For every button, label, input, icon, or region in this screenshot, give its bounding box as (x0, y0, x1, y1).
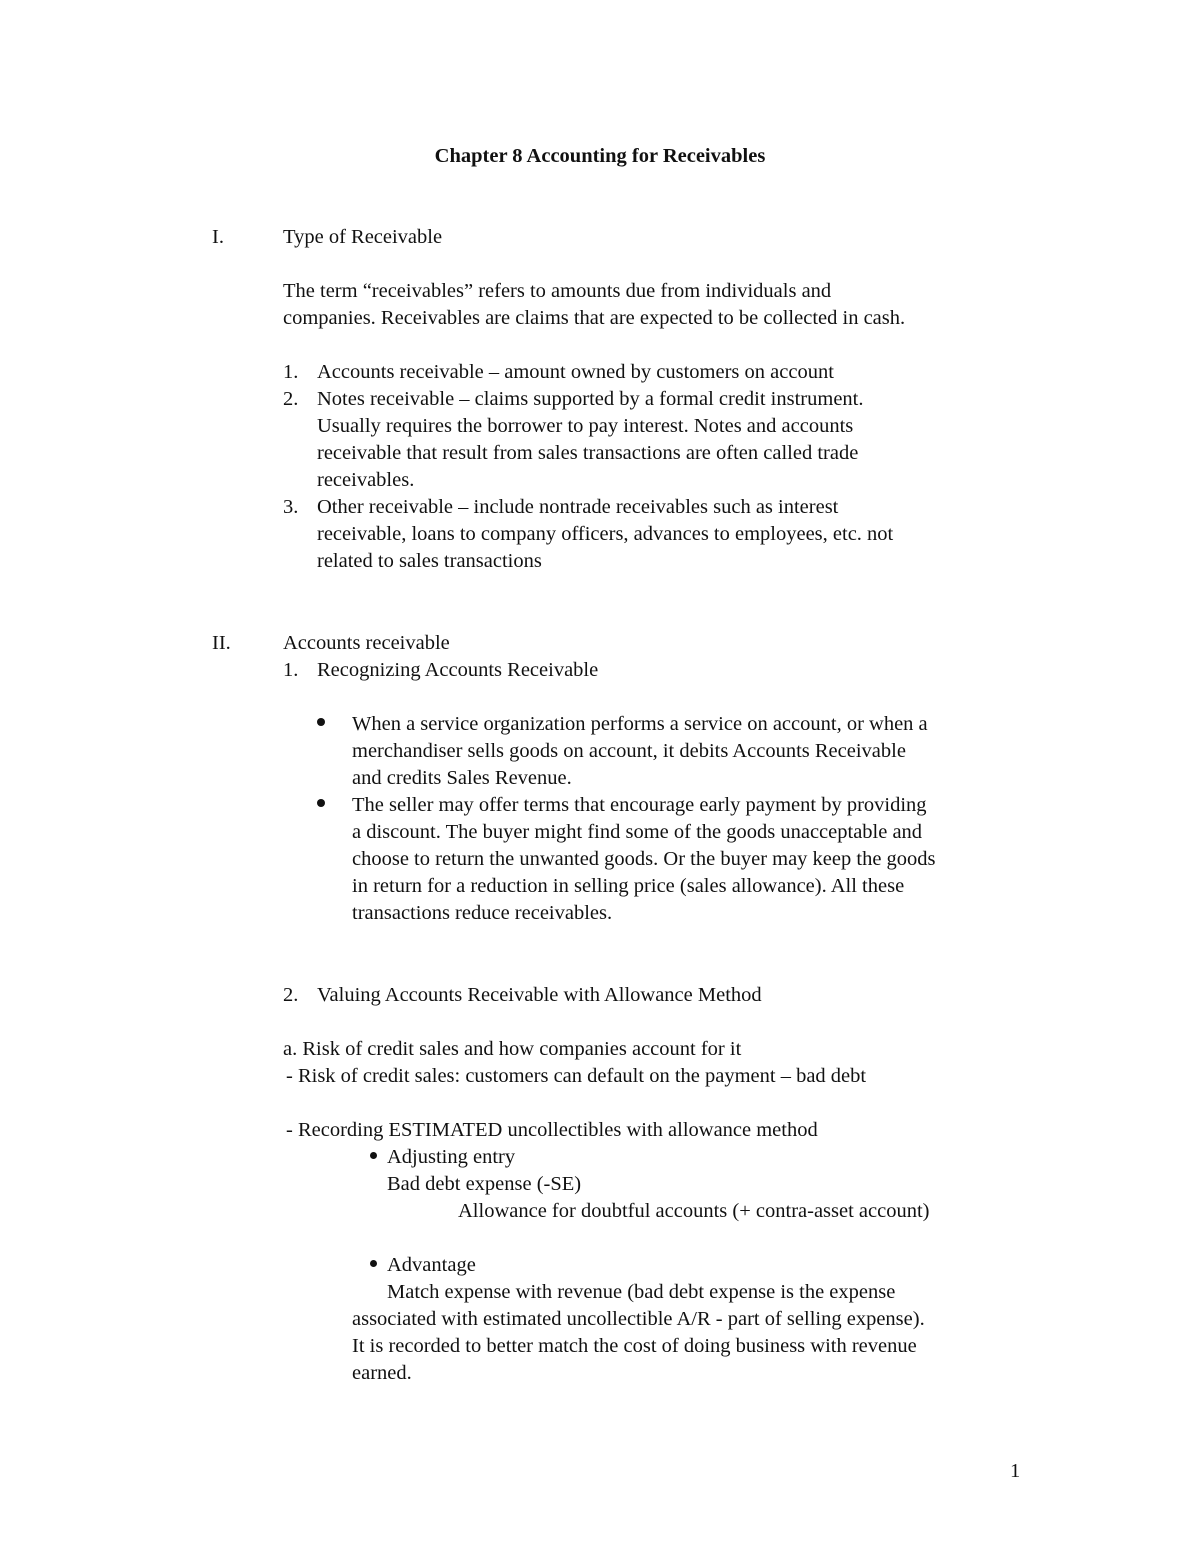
section-1-numeral: I. (212, 226, 224, 248)
page-title: Chapter 8 Accounting for Receivables (434, 145, 766, 167)
list-item-text: receivable, loans to company officers, advances to employees, etc. not (317, 523, 894, 545)
list-item-text: Notes receivable – claims supported by a formal credit instrument. (317, 388, 864, 410)
advantage-label: Advantage (387, 1254, 476, 1276)
bullet-icon (370, 1152, 377, 1159)
bullet-text: The seller may offer terms that encourage early payment by providing (352, 794, 927, 816)
bullet-icon (317, 799, 325, 807)
list-item-text: Accounts receivable – amount owned by customers on account (317, 361, 834, 383)
journal-credit-line: Allowance for doubtful accounts (+ contra-asset account) (458, 1200, 930, 1222)
subpoint-heading: a. Risk of credit sales and how companies account for it (283, 1038, 742, 1060)
advantage-text: It is recorded to better match the cost of doing business with revenue (352, 1335, 917, 1357)
bullet-text: merchandiser sells goods on account, it debits Accounts Receivable (352, 740, 906, 762)
bullet-text: in return for a reduction in selling price (sales allowance). All these (352, 875, 905, 897)
list-item-text: Usually requires the borrower to pay interest. Notes and accounts (317, 415, 854, 437)
subsection-number: 1. (283, 659, 299, 681)
bullet-icon (317, 718, 325, 726)
list-item-number: 3. (283, 496, 299, 518)
adjusting-entry-label: Adjusting entry (387, 1146, 516, 1168)
list-item-number: 1. (283, 361, 299, 383)
list-item-text: Other receivable – include nontrade receivables such as interest (317, 496, 839, 518)
section-1-heading: Type of Receivable (283, 226, 443, 248)
subsection-heading: Valuing Accounts Receivable with Allowance Method (317, 984, 762, 1006)
subsection-number: 2. (283, 984, 299, 1006)
section-1-intro-line: companies. Receivables are claims that are expected to be collected in cash. (283, 307, 906, 329)
bullet-text: choose to return the unwanted goods. Or the buyer may keep the goods (352, 848, 936, 870)
page-number: 1 (1010, 1460, 1021, 1482)
bullet-text: When a service organization performs a service on account, or when a (352, 713, 928, 735)
list-item-text: receivable that result from sales transactions are often called trade (317, 442, 859, 464)
advantage-text: earned. (352, 1362, 412, 1384)
list-item-text: receivables. (317, 469, 415, 491)
section-2-numeral: II. (212, 632, 231, 654)
list-item-number: 2. (283, 388, 299, 410)
dash-line: - Risk of credit sales: customers can default on the payment – bad debt (286, 1065, 867, 1087)
dash-line: - Recording ESTIMATED uncollectibles with allowance method (286, 1119, 818, 1141)
advantage-text: Match expense with revenue (bad debt expense is the expense (387, 1281, 896, 1303)
section-2-heading: Accounts receivable (283, 632, 450, 654)
journal-debit-line: Bad debt expense (-SE) (387, 1173, 582, 1195)
bullet-text: transactions reduce receivables. (352, 902, 613, 924)
bullet-text: a discount. The buyer might find some of the goods unacceptable and (352, 821, 923, 843)
section-1-intro-line: The term “receivables” refers to amounts due from individuals and (283, 280, 832, 302)
subsection-heading: Recognizing Accounts Receivable (317, 659, 599, 681)
bullet-text: and credits Sales Revenue. (352, 767, 572, 789)
bullet-icon (370, 1260, 377, 1267)
list-item-text: related to sales transactions (317, 550, 542, 572)
advantage-text: associated with estimated uncollectible A/R - part of selling expense). (352, 1308, 925, 1330)
